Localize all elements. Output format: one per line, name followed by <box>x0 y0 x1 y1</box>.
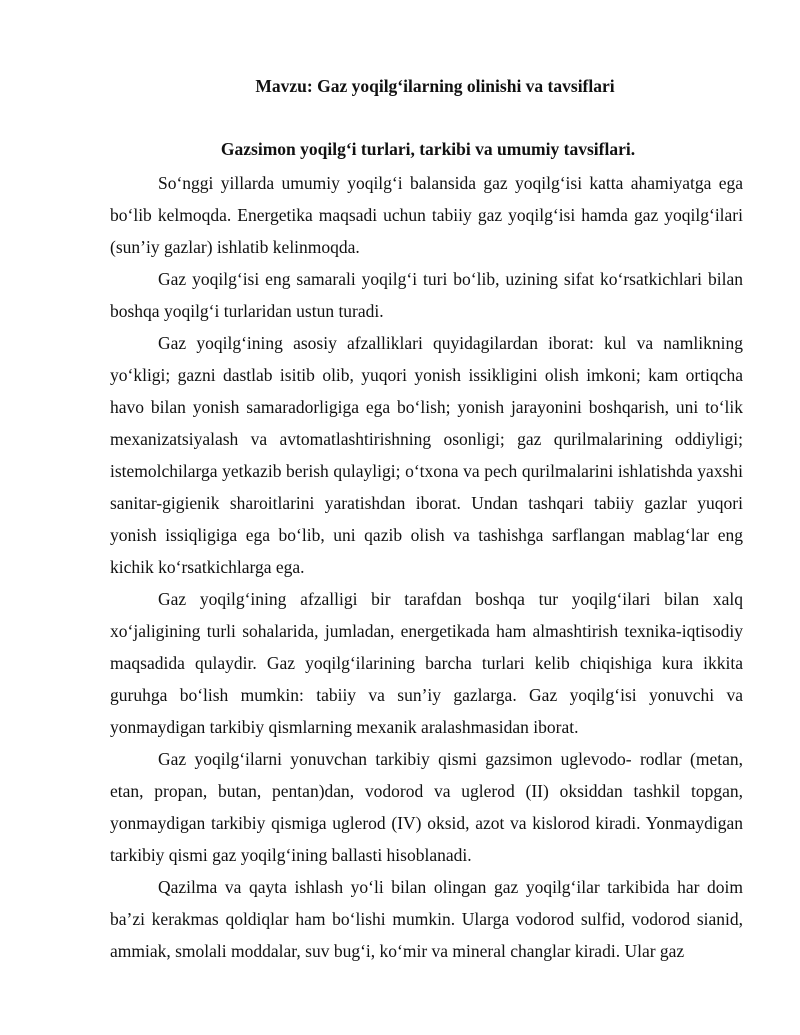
document-title: Mavzu: Gaz yoqilg‘ilarning olinishi va tavsiflari <box>255 76 615 96</box>
paragraph-4: Gaz yoqilg‘ining afzalligi bir tarafdan boshqa tur yoqilg‘ilari bilan xalq xo‘jaligining turli sohalarida, jumladan, energetikada ham almashtirish texnika-iqtisodiy maqsadida qulaydir. Gaz yoqilg‘ilarining barcha turlari kelib chiqishiga kura ikkita guruhga bo‘lish mumkin: tabiiy va sun’iy gazlarga. Gaz yoqilg‘isi yonuvchi va yonmaydigan tarkibiy qismlarning mexanik aralashmasidan iborat. <box>110 589 743 737</box>
document-body <box>110 167 743 967</box>
paragraph-2: Gaz yoqilg‘isi eng samarali yoqilg‘i turi bo‘lib, uzining sifat ko‘rsatkichlari bilan boshqa yoqilg‘i turlaridan ustun turadi. <box>110 269 743 321</box>
paragraph-5: Gaz yoqilg‘ilarni yonuvchan tarkibiy qismi gazsimon uglevodo- rodlar (metan, etan, propan, butan, pentan)dan, vodorod va uglerod (II) oksiddan tashkil topgan, yonmaydigan tarkibiy qismiga uglerod (IV) oksid, azot va kislorod kiradi. Yonmaydigan tarkibiy qismi gaz yoqilg‘ining ballasti hisoblanadi. <box>110 749 743 865</box>
paragraph-6: Qazilma va qayta ishlash yo‘li bilan olingan gaz yoqilg‘ilar tarkibida har doim ba’zi kerakmas qoldiqlar ham bo‘lishi mumkin. Ularga vodorod sulfid, vodorod sianid, ammiak, smolali moddalar, suv bug‘i, ko‘mir va mineral changlar kiradi. Ular gaz <box>110 877 743 961</box>
paragraph-3: Gaz yoqilg‘ining asosiy afzalliklari quyidagilardan iborat: kul va namlikning yo‘kligi; gazni dastlab isitib olib, yuqori yonish issikligini olish imkoni; kam ortiqcha havo bilan yonish samaradorligiga ega bo‘lish; yonish jarayonini boshqarish, uni to‘lik mexanizatsiyalash va avtomatlashtirishning osonligi; gaz qurilmalarining oddiyligi; istemolchilarga yetkazib berish qulayligi; o‘txona va pech qurilmalarini ishlatishda yaxshi sanitar-gigienik sharoitlarini yaratishdan iborat. Undan tashqari tabiiy gazlar yuqori yonish issiqligiga ega bo‘lib, uni qazib olish va tashishga sarflangan mablag‘lar eng kichik ko‘rsatkichlarga ega. <box>110 333 743 577</box>
paragraph-1: So‘nggi yillarda umumiy yoqilg‘i balansida gaz yoqilg‘isi katta ahamiyatga ega bo‘lib kelmoqda. Energetika maqsadi uchun tabiiy gaz yoqilg‘isi hamda gaz yoqilg‘ilari (sun’iy gazlar) ishlatib kelinmoqda. <box>110 173 743 257</box>
section-heading: Gazsimon yoqilg‘i turlari, tarkibi va umumiy tavsiflari. <box>220 139 636 159</box>
